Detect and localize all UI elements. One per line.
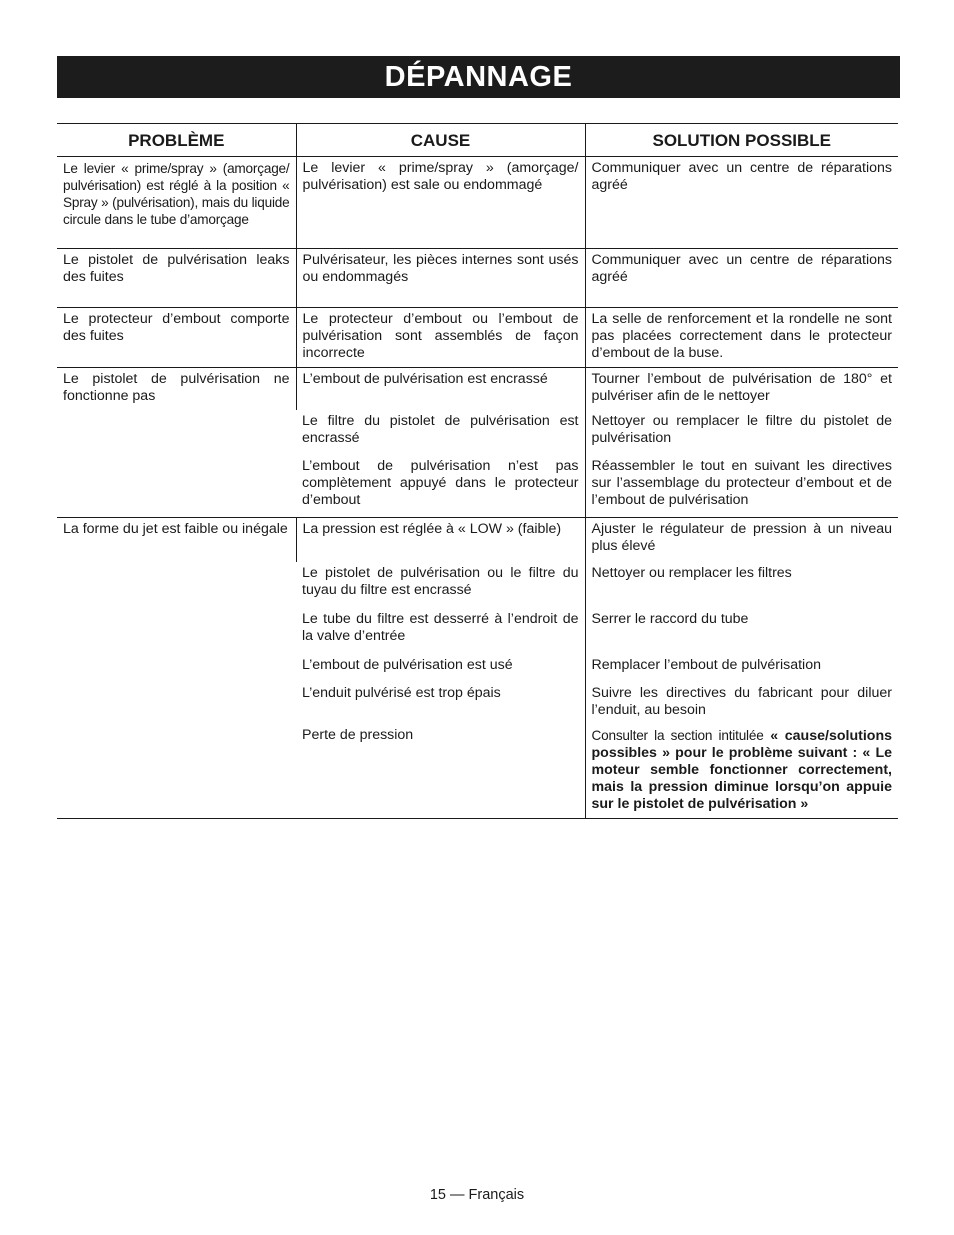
table-row: [57, 308, 898, 368]
solution-cell: Nettoyer ou remplacer le filtre du pistolet de pulvérisation: [585, 410, 898, 455]
solution-cell: Suivre les directives du fabricant pour diluer l’enduit, au besoin: [585, 682, 898, 724]
solution-cell: Communiquer avec un centre de réparations agréé: [585, 249, 898, 308]
cause-cell: Le levier « prime/spray » (amorçage/ pulvérisation) est sale ou endommagé: [296, 157, 585, 249]
cause-cell: Le protecteur d’embout ou l’embout de pulvérisation sont assemblés de façon incorrecte: [296, 308, 585, 368]
cause-cell: L’embout de pulvérisation est encrassé: [296, 368, 585, 411]
problem-cell: Le levier « prime/spray » (amorçage/ pulvérisation) est réglé à la position « Spray » (pulvérisation), mais du liquide circule dans le tube d’amorçage: [57, 157, 296, 249]
problem-cell: Le protecteur d’embout comporte des fuites: [57, 308, 296, 368]
solution-cell: Serrer le raccord du tube: [585, 608, 898, 654]
cause-cell: L’embout de pulvérisation est usé: [302, 657, 513, 673]
cause-cell: La pression est réglée à « LOW » (faible): [296, 517, 585, 562]
solution-cell: La selle de renforcement et la rondelle ne sont pas placées correctement dans le protecteur d’embout de la buse.: [585, 308, 898, 368]
table-header-row: [57, 124, 898, 157]
cause-cell: L’enduit pulvérisé est trop épais: [302, 685, 501, 701]
header-problem: PROBLÈME: [57, 124, 296, 157]
header-cause: CAUSE: [296, 124, 585, 157]
cause-cell: Le tube du filtre est desserré à l’endroit de la valve d’entrée: [302, 611, 579, 644]
solution-cell: Nettoyer ou remplacer les filtres: [585, 562, 898, 608]
solution-cell: [585, 724, 898, 819]
table-row: [57, 157, 898, 249]
table-row: [57, 517, 898, 562]
solution-prefix: Consulter la section intitulée: [591, 728, 764, 743]
solution-cell: Ajuster le régulateur de pression à un niveau plus élevé: [585, 517, 898, 562]
solution-cell: Communiquer avec un centre de réparations agréé: [585, 157, 898, 249]
problem-cell: Le pistolet de pulvérisation leaks des fuites: [57, 249, 296, 308]
solution-cell: Réassembler le tout en suivant les directives sur l’assemblage du protecteur d’embout et de l’embout de pulvérisation: [585, 455, 898, 517]
cause-cell: Le filtre du pistolet de pulvérisation est encrassé: [302, 413, 579, 446]
problem-cell: La forme du jet est faible ou inégale: [57, 517, 296, 819]
cause-cell: Le pistolet de pulvérisation ou le filtre du tuyau du filtre est encrassé: [302, 565, 579, 598]
table-row: [57, 249, 898, 308]
solution-cell: Remplacer l’embout de pulvérisation: [585, 654, 898, 682]
table-row: [57, 368, 898, 411]
cause-cell: Perte de pression: [296, 724, 585, 819]
solution-bold-text: « cause/solutions possibles » pour le problème suivant : « Le moteur semble fonctionner correctement, mais la pression diminue lorsqu’on appuie sur le pistolet de pulvérisation »: [591, 728, 892, 812]
cause-cell: L’embout de pulvérisation n’est pas complètement appuyé dans le protecteur d’embout: [296, 455, 585, 517]
cause-cell: Pulvérisateur, les pièces internes sont usés ou endommagés: [296, 249, 585, 308]
solution-cell: Tourner l’embout de pulvérisation de 180° et pulvériser afin de le nettoyer: [585, 368, 898, 411]
page-footer: 15 — Français: [429, 1187, 525, 1203]
header-solution: SOLUTION POSSIBLE: [585, 124, 898, 157]
problem-cell: Le pistolet de pulvérisation ne fonctionne pas: [57, 368, 296, 518]
page-title: DÉPANNAGE: [57, 56, 900, 98]
troubleshooting-table: [57, 123, 898, 819]
